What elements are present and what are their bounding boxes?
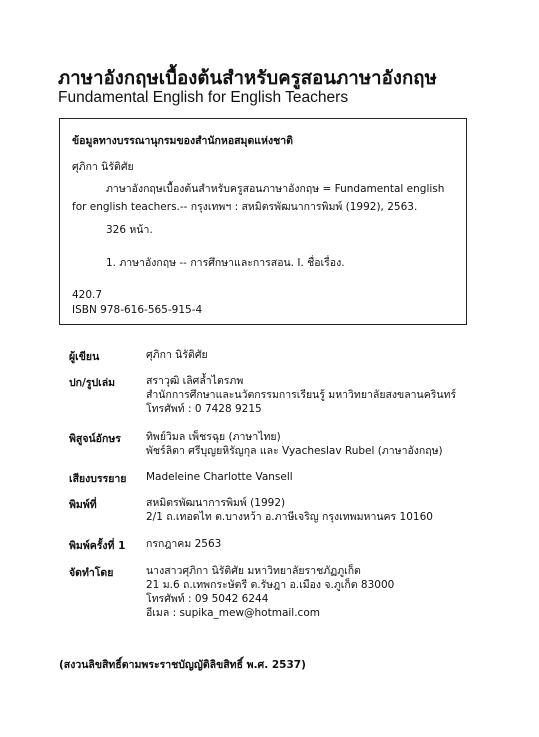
cip-entry-line-1: ภาษาอังกฤษเบื้องต้นสำหรับครูสอนภาษาอังกฤษ = Fundamental english	[106, 183, 445, 195]
credit-line: สำนักการศึกษาและนวัตกรรมการเรียนรู้ มหาวิทยาลัยสงขลานครินทร์	[146, 389, 457, 401]
credit-line: 21 ม.6 ถ.เทพกระษัตรี ต.รัษฎา อ.เมือง จ.ภูเก็ต 83000	[146, 579, 395, 591]
cip-pages: 326 หน้า.	[106, 224, 153, 236]
credit-value-first-edition	[146, 537, 221, 551]
credit-value-producer	[146, 564, 394, 620]
credit-line: กรกฎาคม 2563	[146, 538, 222, 550]
credit-label-cover: ปก/รูปเล่ม	[69, 377, 116, 389]
credit-line: โทรศัพท์ : 09 5042 6244	[146, 593, 269, 605]
book-title-thai: ภาษาอังกฤษเบื้องต้นสำหรับครูสอนภาษาอังกฤษ	[58, 68, 437, 89]
copyright-notice: (สงวนลิขสิทธิ์ตามพระราชบัญญัติลิขสิทธิ์ พ.ศ. 2537)	[59, 659, 306, 671]
credit-line: ทิพย์วิมล เพ็ชรฉุย (ภาษาไทย)	[146, 431, 281, 443]
credit-line: พัชร์ลิตา ศรีบุญยหิรัญกุล และ Vyacheslav Rubel (ภาษาอังกฤษ)	[146, 445, 443, 457]
credit-value-proofreading	[146, 430, 443, 458]
credit-label-narration: เสียงบรรยาย	[69, 473, 127, 485]
credit-line: ศุภิกา นิรัติศัย	[146, 349, 208, 361]
cip-entry-line-2: for english teachers.-- กรุงเทพฯ : สหมิตรพัฒนาการพิมพ์ (1992), 2563.	[72, 201, 418, 213]
credit-value-narration	[146, 470, 293, 484]
credit-line: สราวุฒิ เลิศล้ำไตรภพ	[146, 375, 244, 387]
credit-label-printer: พิมพ์ที่	[69, 499, 97, 511]
credit-line: โทรศัพท์ : 0 7428 9215	[146, 403, 262, 415]
book-title-english: Fundamental English for English Teachers	[58, 89, 349, 106]
credit-value-cover	[146, 374, 456, 416]
credit-line: นางสาวศุภิกา นิรัติศัย มหาวิทยาลัยราชภัฏภูเก็ต	[146, 565, 361, 577]
cip-subjects: 1. ภาษาอังกฤษ -- การศึกษาและการสอน. I. ชื่อเรื่อง.	[106, 257, 345, 269]
cip-isbn: ISBN 978-616-565-915-4	[72, 304, 203, 316]
credit-line: 2/1 ถ.เทอดไท ต.บางหว้า อ.ภาษีเจริญ กรุงเทพมหานคร 10160	[146, 511, 433, 523]
credit-value-printer	[146, 496, 433, 524]
credit-line: สหมิตรพัฒนาการพิมพ์ (1992)	[146, 497, 286, 509]
credit-label-producer: จัดทำโดย	[69, 567, 114, 579]
cip-classification: 420.7	[72, 289, 103, 301]
credit-value-author	[146, 348, 208, 362]
credit-label-author: ผู้เขียน	[69, 351, 100, 363]
credit-label-proofreading: พิสูจน์อักษร	[69, 433, 121, 445]
credit-line: Madeleine Charlotte Vansell	[146, 471, 293, 483]
cip-record-box	[59, 118, 467, 325]
cip-author: ศุภิกา นิรัติศัย	[72, 161, 134, 173]
credit-line: อีเมล : supika_mew@hotmail.com	[146, 607, 320, 619]
credit-label-first-edition: พิมพ์ครั้งที่ 1	[69, 540, 126, 552]
cip-heading: ข้อมูลทางบรรณานุกรมของสำนักหอสมุดแห่งชาติ	[72, 135, 293, 147]
